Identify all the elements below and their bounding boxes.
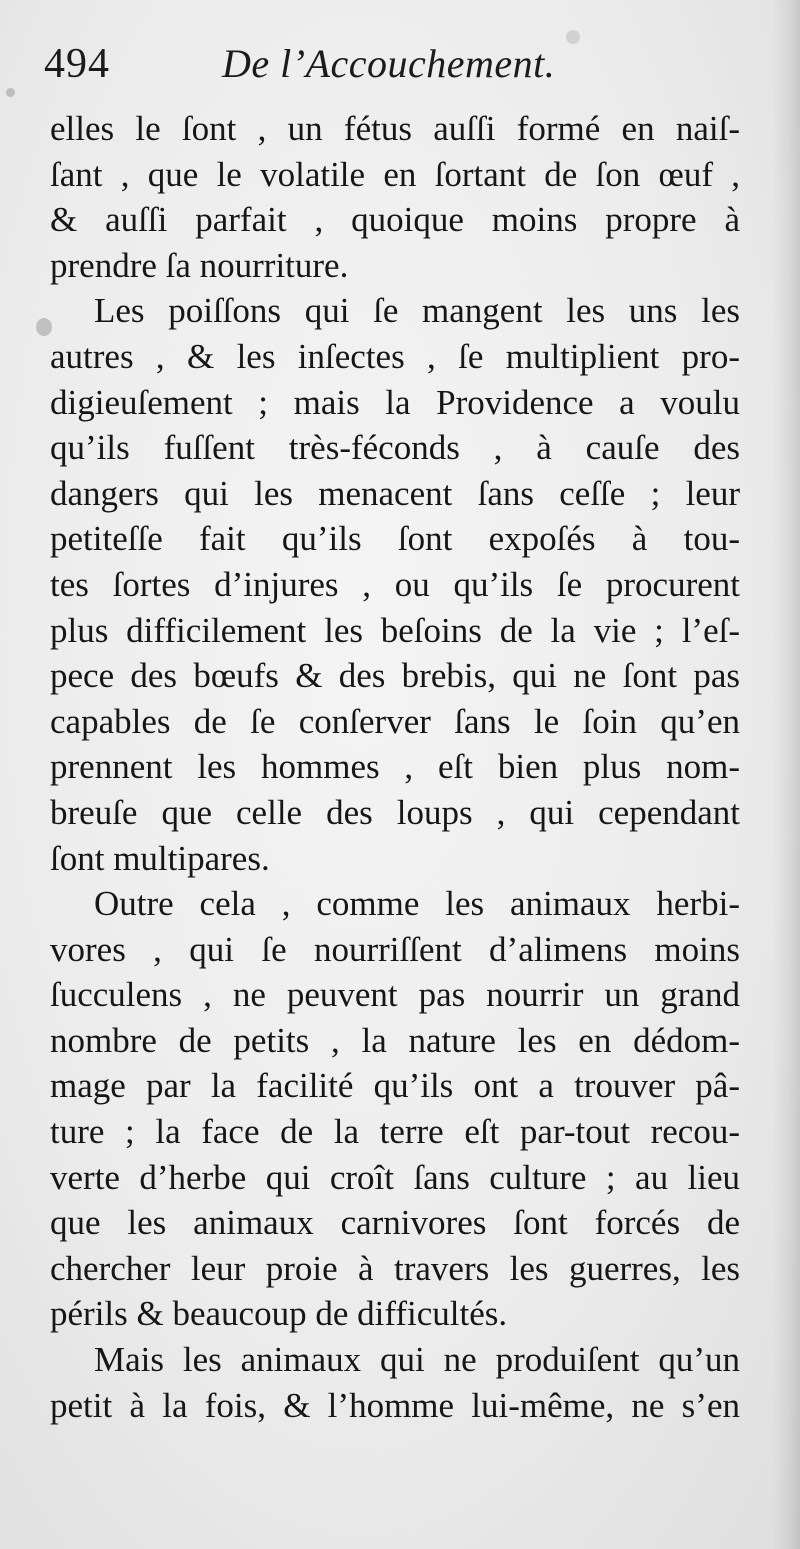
text-line: chercher leur proie à travers les guerres, les: [50, 1248, 740, 1288]
running-title: De l’Accouchement.: [222, 41, 556, 86]
page-header: [44, 40, 744, 100]
text-line: ture ; la face de la terre eſt par-tout recou-: [50, 1112, 740, 1152]
text-line: vores , qui ſe nourriſſent d’alimens moins: [50, 929, 740, 969]
text-line: Les poiſſons qui ſe mangent les uns les: [94, 291, 740, 331]
text-line: Mais les animaux qui ne produiſent qu’un: [94, 1340, 740, 1380]
ink-spot: [6, 88, 15, 97]
page-number: 494: [44, 41, 110, 87]
text-line: prendre ſa nourriture.: [50, 245, 349, 285]
text-line: ſant , que le volatile en ſortant de ſon œuf ,: [50, 154, 740, 194]
text-line: breuſe que celle des loups , qui cependant: [50, 792, 740, 832]
text-line: elles le ſont , un fétus auſſi formé en naiſ-: [50, 109, 740, 148]
text-line: pece des bœufs & des brebis, qui ne ſont pas: [50, 656, 740, 696]
text-line: digieuſement ; mais la Providence a voulu: [50, 382, 740, 422]
text-line: plus difficilement les beſoins de la vie ; l’eſ-: [50, 610, 740, 650]
text-line: périls & beaucoup de difficultés.: [50, 1294, 508, 1334]
page-edge-shadow: [772, 0, 800, 1549]
text-line: tes ſortes d’injures , ou qu’ils ſe procurent: [50, 564, 740, 604]
text-line: qu’ils fuſſent très-féconds , à cauſe des: [50, 428, 740, 468]
text-line: ſucculens , ne peuvent pas nourrir un grand: [50, 975, 740, 1015]
text-line: mage par la facilité qu’ils ont a trouver pâ-: [50, 1066, 740, 1106]
text-line: verte d’herbe qui croît ſans culture ; au lieu: [50, 1157, 740, 1197]
text-line: que les animaux carnivores ſont forcés de: [50, 1203, 740, 1243]
text-line: petiteſſe fait qu’ils ſont expoſés à tou-: [50, 519, 740, 559]
text-line: autres , & les inſectes , ſe multiplient pro-: [50, 336, 740, 376]
text-line: nombre de petits , la nature les en dédom-: [50, 1020, 740, 1060]
text-line: dangers qui les menacent ſans ceſſe ; leur: [50, 473, 740, 513]
text-line: prennent les hommes , eſt bien plus nom-: [50, 747, 740, 787]
text-line: capables de ſe conſerver ſans le ſoin qu’en: [50, 701, 740, 741]
text-line: Outre cela , comme les animaux herbi-: [94, 884, 740, 924]
body-text: [50, 106, 740, 1428]
text-line: & auſſi parfait , quoique moins propre à: [50, 200, 740, 240]
text-line: ſont multipares.: [50, 838, 270, 878]
text-line: petit à la fois, & l’homme lui-même, ne s’en: [50, 1385, 740, 1425]
